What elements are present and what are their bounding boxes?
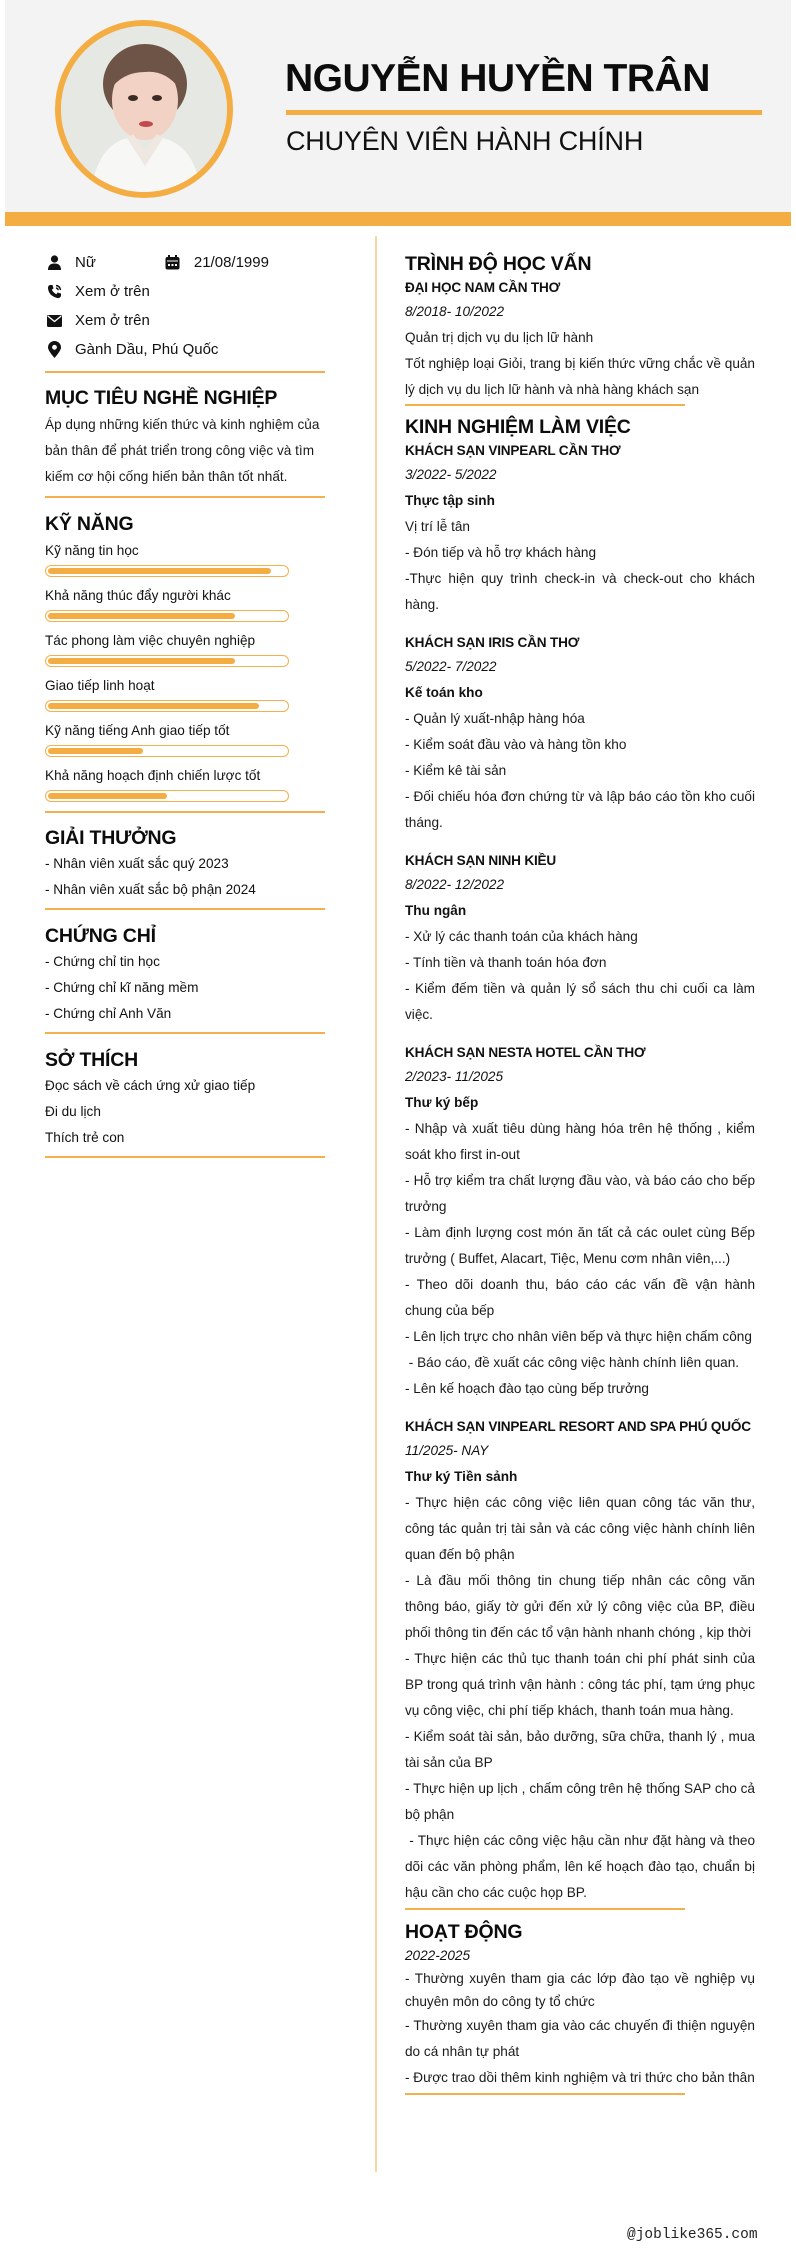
job-duty: - Kiểm soát đầu vào và hàng tồn kho — [405, 737, 627, 752]
experience-title: KINH NGHIỆM LÀM VIỆC — [405, 416, 631, 438]
education-date: 8/2018- 10/2022 — [405, 304, 505, 319]
section-divider — [45, 908, 325, 910]
birthday-value: 21/08/1999 — [193, 254, 269, 271]
gender-value: Nữ — [75, 254, 96, 271]
job-role: Thu ngân — [405, 903, 467, 918]
activities-date: 2022-2025 — [405, 1948, 471, 1963]
job-duty: - Lên lịch trực cho nhân viên bếp và thực hiện chấm công — [405, 1329, 752, 1344]
job-duty: - Báo cáo, đề xuất các công việc hành chính liên quan. — [405, 1355, 740, 1370]
phone-icon — [45, 283, 63, 301]
job-duty: - Kiểm kê tài sản — [405, 763, 507, 778]
contact-phone-row — [45, 277, 325, 306]
objective-title: MỤC TIÊU NGHỀ NGHIỆP — [45, 387, 278, 409]
job-duty: - Thực hiện các thủ tục thanh toán chi phí phát sinh của BP trong quá trình vận hành : công tác phí, tạm ứng phục vụ công việc, chi phí tiếp khách, thanh toán mua hàng. — [405, 1651, 759, 1718]
skill-progress-bar — [45, 700, 289, 712]
skill-label: Tác phong làm việc chuyên nghiệp — [45, 633, 256, 648]
skill-label: Khả năng hoạch định chiến lược tốt — [45, 768, 261, 783]
section-divider — [405, 1908, 685, 1910]
hobby-item: Đi du lịch — [45, 1104, 101, 1119]
skill-progress-fill — [48, 613, 235, 619]
job-date: 8/2022- 12/2022 — [405, 877, 505, 892]
job-duty: - Hỗ trợ kiểm tra chất lượng đầu vào, và báo cáo cho bếp trưởng — [405, 1173, 759, 1214]
award-item: - Nhân viên xuất sắc bộ phận 2024 — [45, 882, 256, 897]
job-duty: -Thực hiện quy trình check-in và check-out cho khách hàng. — [405, 571, 759, 612]
job-role: Thư ký bếp — [405, 1095, 479, 1110]
job-duty: - Tính tiền và thanh toán hóa đơn — [405, 955, 607, 970]
certificate-item: - Chứng chỉ tin học — [45, 954, 160, 969]
footer-watermark: @joblike365.com — [627, 2227, 758, 2243]
left-column — [45, 248, 325, 1158]
award-item: - Nhân viên xuất sắc quý 2023 — [45, 856, 229, 871]
section-divider — [405, 2093, 685, 2095]
contact-email-row — [45, 306, 325, 335]
job-duty: - Quản lý xuất-nhập hàng hóa — [405, 711, 585, 726]
job-duty: - Làm định lượng cost món ăn tất cả các oulet cùng Bếp trưởng ( Buffet, Alacart, Tiệc, Menu cơm nhân viên,...) — [405, 1225, 759, 1266]
email-value[interactable]: Xem ở trên — [75, 312, 150, 329]
skill-progress-bar — [45, 610, 289, 622]
job-duty: - Kiểm đếm tiền và quản lý sổ sách thu chi cuối ca làm việc. — [405, 981, 759, 1022]
skill-progress-fill — [48, 793, 167, 799]
skill-label: Kỹ năng tin học — [45, 543, 139, 558]
avatar — [55, 20, 233, 198]
activity-item: - Thường xuyên tham gia các lớp đào tạo về nghiệp vụ chuyên môn do công ty tổ chức — [405, 1971, 755, 2009]
education-major: Quản trị dịch vụ du lịch lữ hành — [405, 330, 594, 345]
section-divider — [45, 1032, 325, 1034]
job-entry — [405, 1416, 759, 1906]
education-school: ĐẠI HỌC NAM CẦN THƠ — [405, 280, 561, 295]
skill-progress-bar — [45, 790, 289, 802]
job-date: 3/2022- 5/2022 — [405, 467, 497, 482]
job-company: KHÁCH SẠN IRIS CẦN THƠ — [405, 635, 580, 650]
job-company: KHÁCH SẠN VINPEARL CẦN THƠ — [405, 443, 621, 458]
activity-item: - Được trao dồi thêm kinh nghiệm và tri thức cho bản thân — [405, 2070, 755, 2085]
job-duty: - Thực hiện các công việc hậu cần như đặt hàng và theo dõi các văn phòng phẩm, lên kế hoạch đào tạo, chuẩn bị hậu cần cho các cuộc họp BP. — [405, 1833, 759, 1900]
certificate-item: - Chứng chỉ kĩ năng mềm — [45, 980, 199, 995]
job-date: 5/2022- 7/2022 — [405, 659, 497, 674]
certificates-title: CHỨNG CHỈ — [45, 925, 156, 947]
section-divider — [405, 404, 685, 406]
skills-list — [45, 541, 325, 802]
phone-value[interactable]: Xem ở trên — [75, 283, 150, 300]
job-role: Thư ký Tiền sảnh — [405, 1469, 518, 1484]
awards-title: GIẢI THƯỞNG — [45, 827, 177, 849]
objective-text: Áp dụng những kiến thức và kinh nghiệm của bản thân để phát triển trong công việc và tìm kiếm cơ hội cống hiến bản thân tốt nhất. — [45, 417, 320, 484]
job-duty: - Lên kế hoạch đào tạo cùng bếp trưởng — [405, 1381, 649, 1396]
skill-progress-bar — [45, 745, 289, 757]
skill-progress-fill — [48, 703, 259, 709]
activity-item: - Thường xuyên tham gia vào các chuyến đi thiện nguyện do cá nhân tự phát — [405, 2018, 755, 2059]
job-duty: - Kiểm soát tài sản, bảo dưỡng, sữa chữa, thanh lý , mua tài sản của BP — [405, 1729, 759, 1770]
job-entry — [405, 440, 759, 618]
column-divider — [375, 236, 377, 2172]
skill-progress-fill — [48, 658, 235, 664]
profile-photo-icon — [61, 26, 227, 192]
skill-progress-fill — [48, 748, 143, 754]
job-duty: - Theo dõi doanh thu, báo cáo các vấn đề vận hành chung của bếp — [405, 1277, 759, 1318]
address-value: Gành Dầu, Phú Quốc — [75, 341, 219, 358]
job-company: KHÁCH SẠN VINPEARL RESORT AND SPA PHÚ QUỐC — [405, 1419, 751, 1434]
job-company: KHÁCH SẠN NESTA HOTEL CẦN THƠ — [405, 1045, 646, 1060]
education-title: TRÌNH ĐỘ HỌC VẤN — [405, 253, 592, 275]
job-duty: Vị trí lễ tân — [405, 519, 470, 534]
hobbies-title: SỞ THÍCH — [45, 1049, 139, 1071]
job-duty: - Thực hiện up lịch , chấm công trên hệ thống SAP cho cả bộ phận — [405, 1781, 759, 1822]
job-duty: - Là đầu mối thông tin chung tiếp nhân các công văn thông báo, giấy tờ gửi đến xử lý công việc của BP, điều phối thông tin đến các tổ vận hành nhanh chóng , kịp thời — [405, 1573, 759, 1640]
skill-progress-bar — [45, 565, 289, 577]
job-entry — [405, 850, 759, 1028]
map-pin-icon — [45, 341, 63, 359]
contact-address-row — [45, 335, 325, 364]
user-icon — [45, 254, 63, 272]
job-date: 2/2023- 11/2025 — [405, 1069, 504, 1084]
section-divider — [45, 1156, 325, 1158]
job-role: Thực tập sinh — [405, 493, 495, 508]
calendar-icon — [164, 254, 182, 272]
skill-progress-fill — [48, 568, 271, 574]
envelope-icon — [45, 312, 63, 330]
candidate-name: NGUYỄN HUYỀN TRÂN — [285, 57, 710, 100]
header-accent-bar — [5, 212, 791, 226]
activities-title: HOẠT ĐỘNG — [405, 1921, 523, 1943]
job-date: 11/2025- NAY — [405, 1443, 489, 1458]
job-company: KHÁCH SẠN NINH KIỀU — [405, 853, 557, 868]
job-duty: - Đón tiếp và hỗ trợ khách hàng — [405, 545, 597, 560]
hobby-item: Thích trẻ con — [45, 1130, 125, 1145]
section-divider — [45, 371, 325, 373]
job-duty: - Đối chiếu hóa đơn chứng từ và lập báo cáo tồn kho cuối tháng. — [405, 789, 759, 830]
contact-gender-birthday-row — [45, 248, 325, 277]
certificate-item: - Chứng chỉ Anh Văn — [45, 1006, 172, 1021]
skill-label: Khả năng thúc đẩy người khác — [45, 588, 231, 603]
skill-label: Kỹ năng tiếng Anh giao tiếp tốt — [45, 723, 230, 738]
job-duty: - Xử lý các thanh toán của khách hàng — [405, 929, 638, 944]
skills-title: KỸ NĂNG — [45, 513, 134, 535]
job-role: Kế toán kho — [405, 685, 483, 700]
hobby-item: Đọc sách về cách ứng xử giao tiếp — [45, 1078, 256, 1093]
skill-label: Giao tiếp linh hoạt — [45, 678, 155, 693]
section-divider — [45, 496, 325, 498]
job-duty: - Thực hiện các công việc liên quan công tác văn thư, công tác quản trị tài sản và các công việc hành chính liên quan đến bộ phận — [405, 1495, 759, 1562]
section-divider — [45, 811, 325, 813]
right-column — [405, 251, 759, 2095]
job-entry — [405, 1042, 759, 1402]
name-underline — [286, 110, 762, 115]
skill-progress-bar — [45, 655, 289, 667]
job-duty: - Nhập và xuất tiêu dùng hàng hóa trên hệ thống , kiểm soát kho first in-out — [405, 1121, 759, 1162]
education-description: Tốt nghiệp loại Giỏi, trang bị kiến thức vững chắc về quản lý dịch vụ du lịch lữ hành và nhà hàng khách sạn — [405, 356, 755, 397]
job-title: CHUYÊN VIÊN HÀNH CHÍNH — [286, 126, 644, 156]
experience-list — [405, 440, 759, 1906]
job-entry — [405, 632, 759, 836]
